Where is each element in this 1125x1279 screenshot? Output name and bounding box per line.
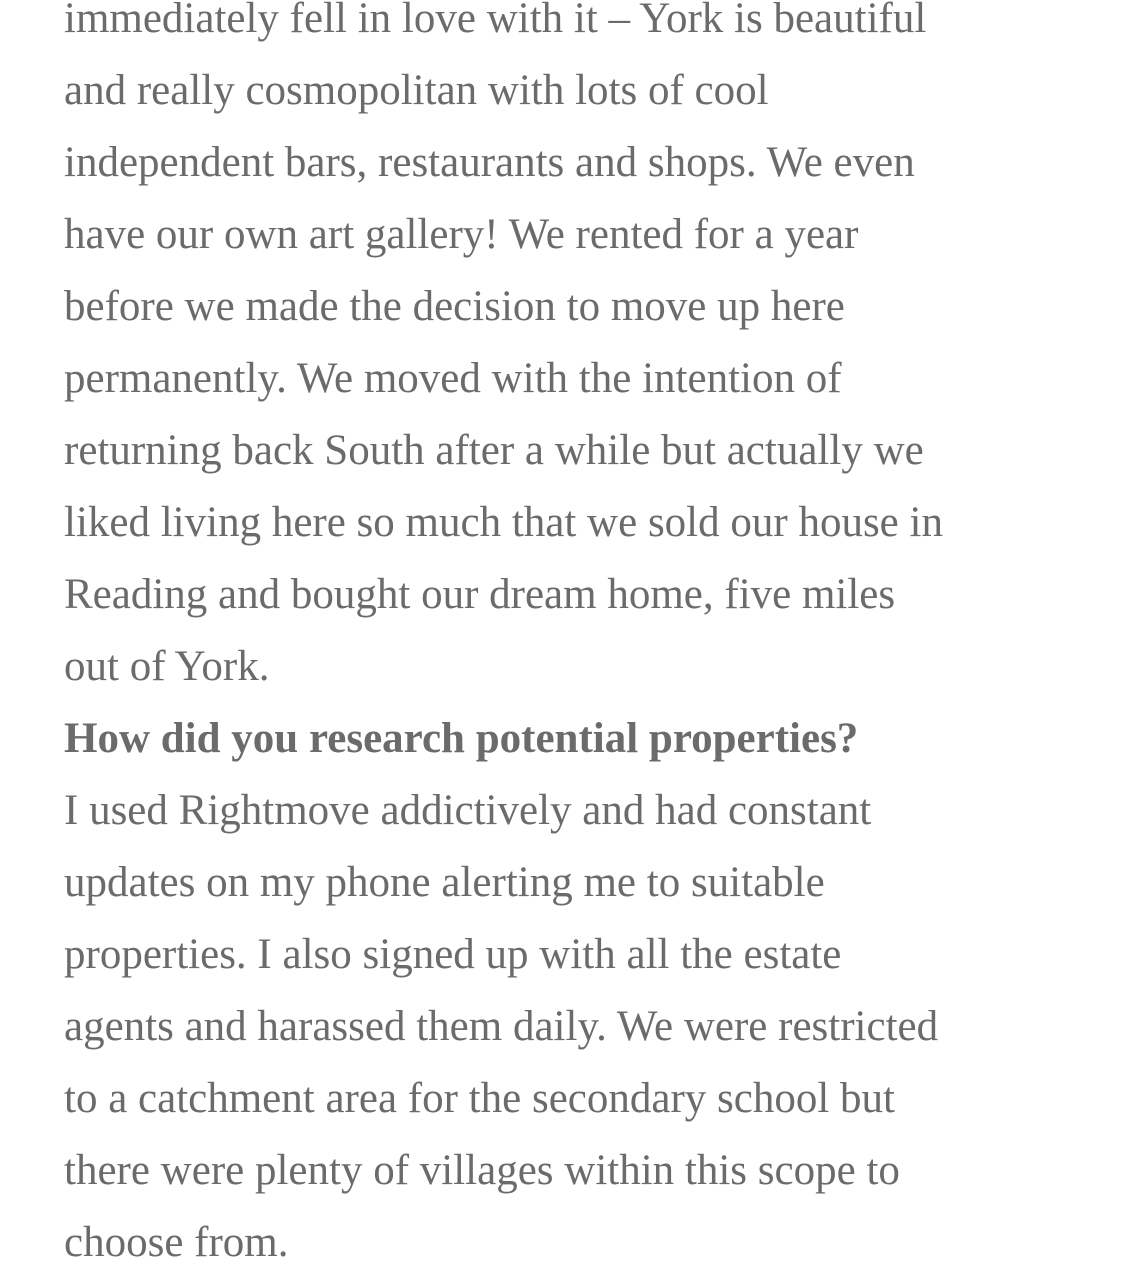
paragraph-line: independent bars, restaurants and shops. We even bbox=[64, 139, 915, 186]
paragraph-line: I used Rightmove addictively and had constant bbox=[64, 787, 872, 834]
answer-paragraph-moving-to-york bbox=[64, 0, 1064, 703]
paragraph-line: out of York. bbox=[64, 643, 270, 690]
paragraph-line: liked living here so much that we sold our house in bbox=[64, 499, 943, 546]
paragraph-line: properties. I also signed up with all the estate bbox=[64, 931, 842, 978]
paragraph-line: Reading and bought our dream home, five miles bbox=[64, 571, 896, 618]
paragraph-line: returning back South after a while but actually we bbox=[64, 427, 924, 474]
paragraph-line: agents and harassed them daily. We were restricted bbox=[64, 1003, 939, 1050]
answer-paragraph-research bbox=[64, 775, 1064, 1279]
paragraph-line: permanently. We moved with the intention of bbox=[64, 355, 842, 402]
question-heading: How did you research potential properties? bbox=[64, 715, 859, 762]
paragraph-line: to a catchment area for the secondary school but bbox=[64, 1075, 895, 1122]
paragraph-line: and really cosmopolitan with lots of cool bbox=[64, 67, 769, 114]
paragraph-line: have our own art gallery! We rented for a year bbox=[64, 211, 859, 258]
paragraph-line: immediately fell in love with it – York is beautiful bbox=[64, 0, 927, 42]
paragraph-line: there were plenty of villages within this scope to bbox=[64, 1147, 900, 1194]
article-body bbox=[64, 0, 1064, 1279]
paragraph-line: choose from. bbox=[64, 1219, 289, 1266]
paragraph-line: updates on my phone alerting me to suitable bbox=[64, 859, 825, 906]
paragraph-line: before we made the decision to move up here bbox=[64, 283, 845, 330]
